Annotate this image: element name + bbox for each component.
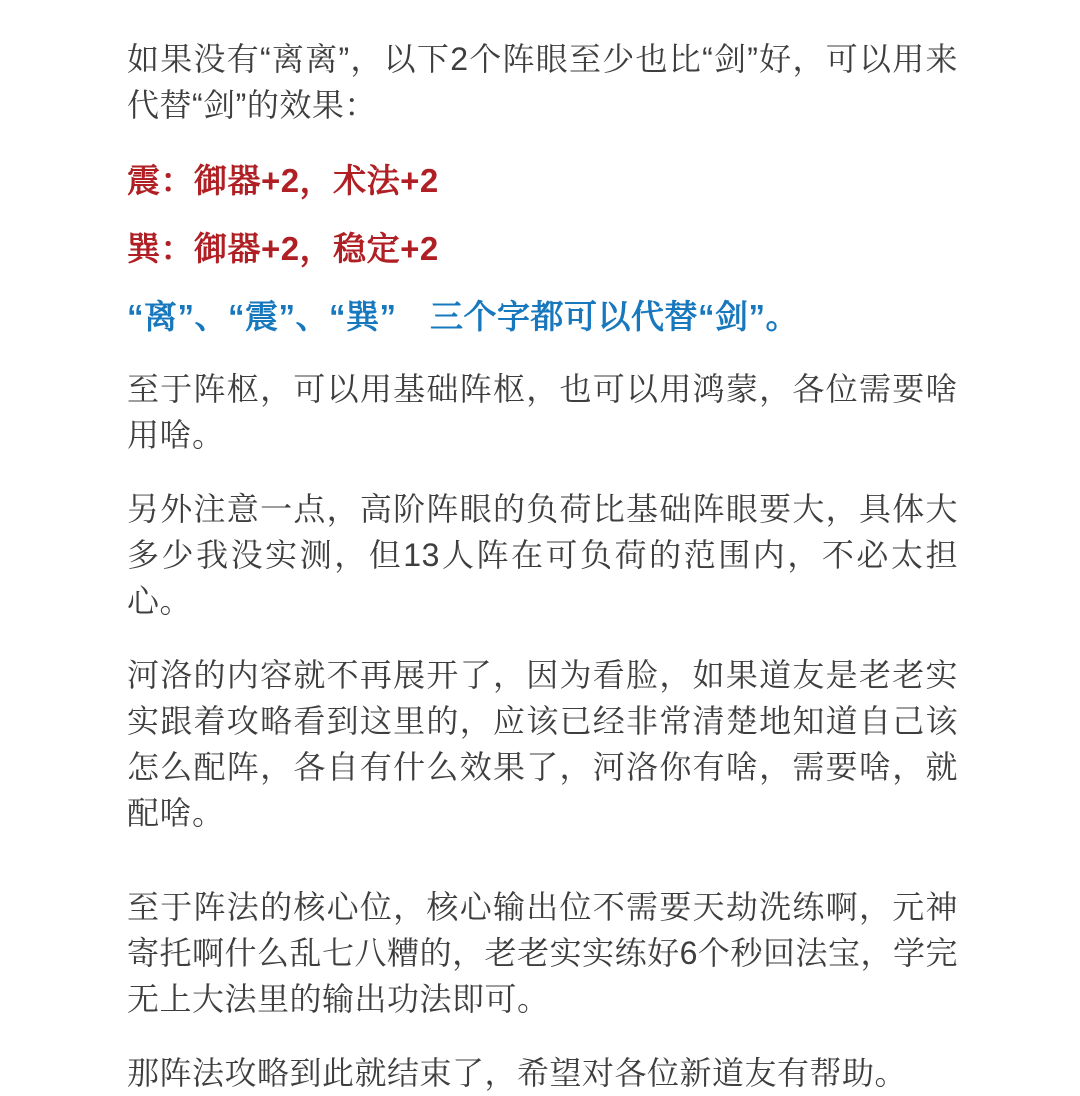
paragraph-heluo-note: 河洛的内容就不再展开了，因为看脸，如果道友是老老实实跟着攻略看到这里的，应该已经非常清楚地知道自己该怎么配阵，各自有什么效果了，河洛你有啥，需要啥，就配啥。 bbox=[127, 657, 958, 831]
paragraph-zhen-bonus: 震：御器+2，术法+2 bbox=[127, 162, 439, 199]
paragraph-core-position: 至于阵法的核心位，核心输出位不需要天劫洗练啊，元神寄托啊什么乱七八糟的，老老实实练好6个秒回法宝，学完无上大法里的输出功法即可。 bbox=[127, 889, 958, 1017]
paragraph-xun-bonus: 巽：御器+2，稳定+2 bbox=[127, 230, 439, 267]
paragraph-zhenshu-note: 至于阵枢，可以用基础阵枢，也可以用鸿蒙，各位需要啥用啥。 bbox=[127, 371, 958, 453]
paragraph-load-note: 另外注意一点，高阶阵眼的负荷比基础阵眼要大，具体大多少我没实测，但13人阵在可负荷的范围内，不必太担心。 bbox=[127, 491, 958, 619]
paragraph-substitute-summary: “离”、“震”、“巽” 三个字都可以代替“剑”。 bbox=[127, 298, 799, 335]
paragraph-closing: 那阵法攻略到此就结束了，希望对各位新道友有帮助。 bbox=[127, 1055, 908, 1091]
paragraph-intro: 如果没有“离离”，以下2个阵眼至少也比“剑”好，可以用来代替“剑”的效果： bbox=[127, 41, 958, 123]
